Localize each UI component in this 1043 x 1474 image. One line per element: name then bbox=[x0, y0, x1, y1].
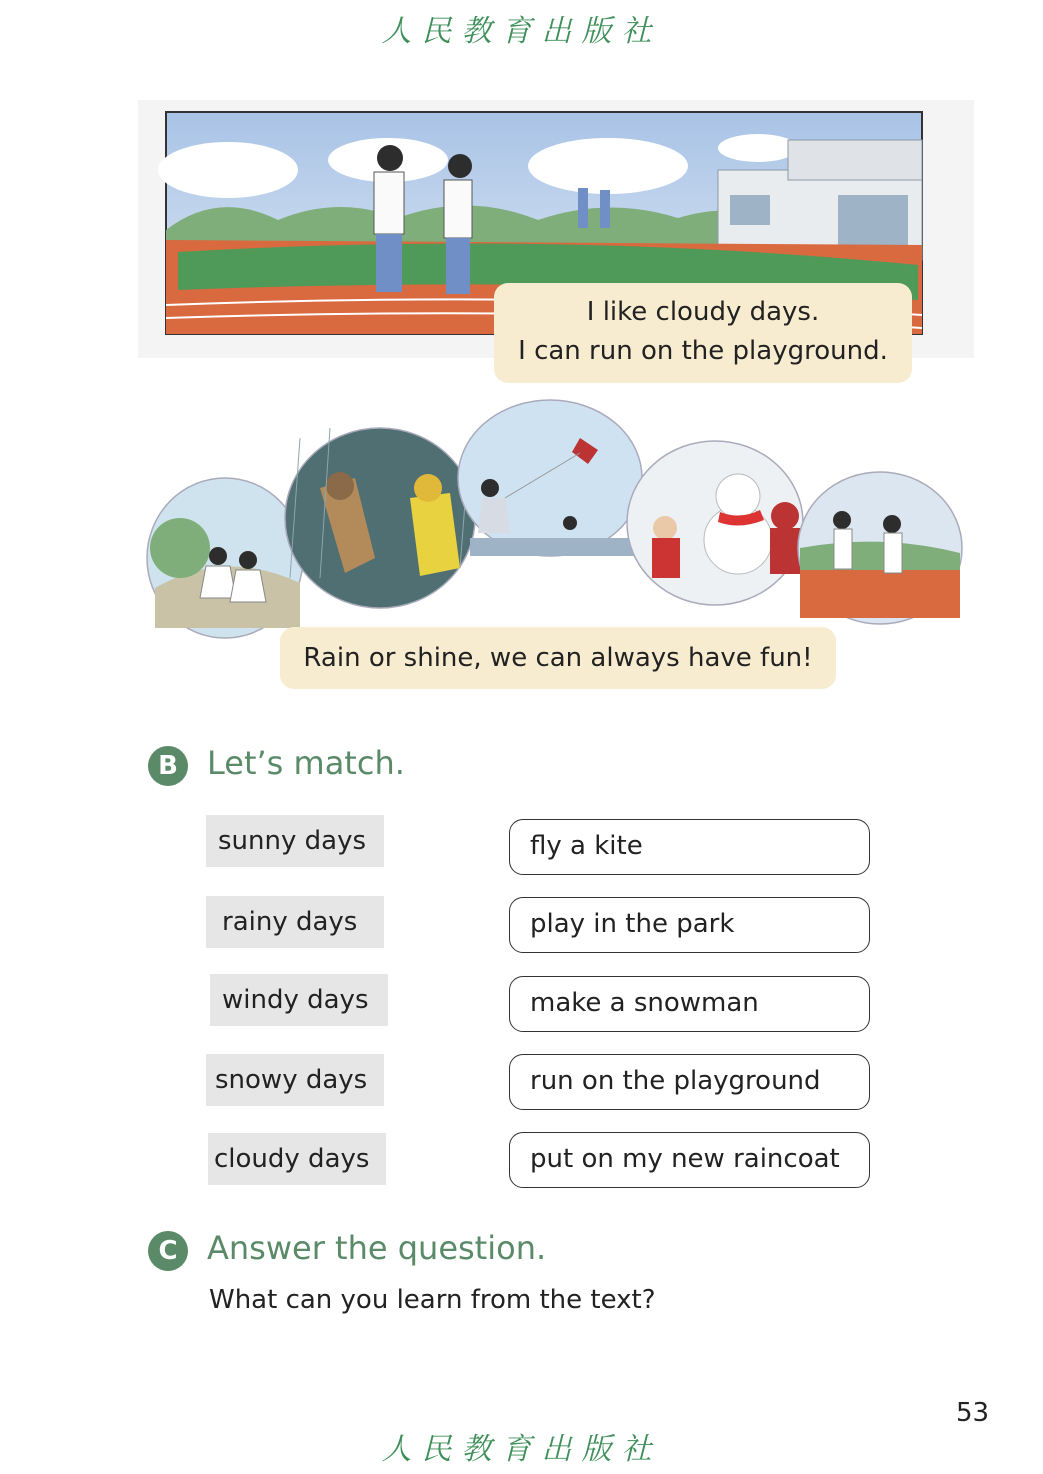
weather-collage bbox=[140, 398, 970, 658]
publisher-watermark-bottom: 人民教育出版社 bbox=[381, 1432, 662, 1467]
match-right-fly-kite[interactable]: fly a kite bbox=[509, 819, 870, 875]
section-b-title: Let’s match. bbox=[207, 744, 405, 782]
match-left-rainy[interactable]: rainy days bbox=[206, 896, 384, 948]
speech-bubble-cloudy bbox=[494, 283, 912, 383]
publisher-watermark-top: 人民教育出版社 bbox=[381, 14, 662, 49]
speech-line-2: I can run on the playground. bbox=[518, 336, 888, 366]
windy-scene-cloud bbox=[458, 400, 642, 556]
rainy-scene-cloud bbox=[285, 428, 475, 608]
section-b-badge: B bbox=[148, 746, 188, 786]
match-left-windy[interactable]: windy days bbox=[210, 974, 388, 1026]
cloudy-scene-cloud bbox=[798, 472, 962, 624]
section-c-title: Answer the question. bbox=[207, 1229, 547, 1267]
section-c-question: What can you learn from the text? bbox=[209, 1285, 656, 1315]
page-number: 53 bbox=[956, 1398, 990, 1428]
match-right-run-playground[interactable]: run on the playground bbox=[509, 1054, 870, 1110]
match-left-sunny[interactable]: sunny days bbox=[206, 815, 384, 867]
match-left-cloudy[interactable]: cloudy days bbox=[208, 1133, 386, 1185]
snowy-scene-cloud bbox=[627, 441, 803, 605]
section-c-badge: C bbox=[148, 1231, 188, 1271]
match-right-raincoat[interactable]: put on my new raincoat bbox=[509, 1132, 870, 1188]
match-left-snowy[interactable]: snowy days bbox=[206, 1054, 384, 1106]
collage-caption: Rain or shine, we can always have fun! bbox=[280, 627, 836, 689]
match-right-snowman[interactable]: make a snowman bbox=[509, 976, 870, 1032]
speech-line-1: I like cloudy days. bbox=[586, 297, 820, 327]
sunny-scene-cloud bbox=[147, 478, 303, 638]
match-right-play-park[interactable]: play in the park bbox=[509, 897, 870, 953]
